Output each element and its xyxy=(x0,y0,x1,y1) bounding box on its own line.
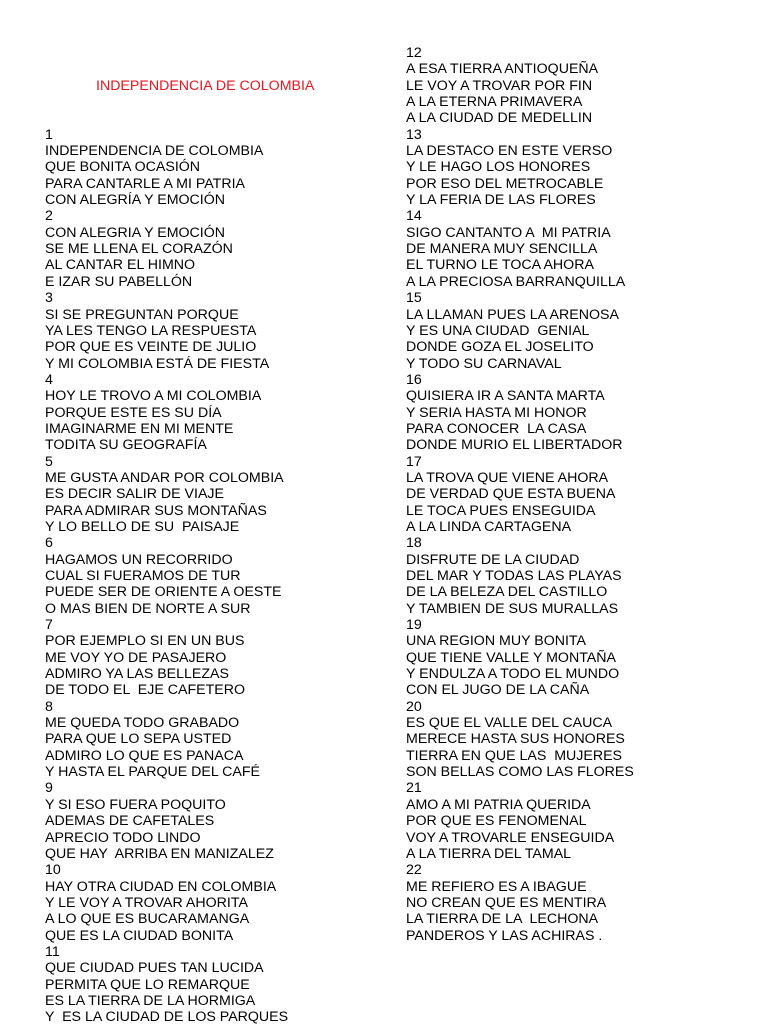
verse-line: A LA LINDA CARTAGENA xyxy=(406,518,572,535)
verse-line: PARA QUE LO SEPA USTED xyxy=(45,731,232,748)
verse-line: A ESA TIERRA ANTIOQUEÑA xyxy=(406,61,599,78)
verse-line: A LA PRECIOSA BARRANQUILLA xyxy=(406,273,626,290)
verse-number: 3 xyxy=(45,290,53,307)
verse-line: HAY OTRA CIUDAD EN COLOMBIA xyxy=(45,878,277,895)
verse-line: QUE BONITA OCASIÓN xyxy=(45,159,201,176)
verse-line: ADMIRO YA LAS BELLEZAS xyxy=(45,666,229,683)
verse-line: ME VOY YO DE PASAJERO xyxy=(45,649,227,666)
verse-line: Y ES LA CIUDAD DE LOS PARQUES xyxy=(45,1009,289,1026)
verse-number: 13 xyxy=(406,126,422,143)
verse-line: VOY A TROVARLE ENSEGUIDA xyxy=(406,829,615,846)
verse-line: E IZAR SU PABELLÓN xyxy=(45,273,193,290)
verse-line: NO CREAN QUE ES MENTIRA xyxy=(406,894,607,911)
verse-line: A LA TIERRA DEL TAMAL xyxy=(406,845,572,862)
verse-line: O MAS BIEN DE NORTE A SUR xyxy=(45,600,251,617)
verse-number: 8 xyxy=(45,698,53,715)
verse-line: Y SI ESO FUERA POQUITO xyxy=(45,796,226,813)
verse-number: 2 xyxy=(45,208,53,225)
verse-line: LE TOCA PUES ENSEGUIDA xyxy=(406,502,596,519)
verse-line: ES DECIR SALIR DE VIAJE xyxy=(45,486,224,503)
verse-line: Y TODO SU CARNAVAL xyxy=(406,355,562,372)
verse-line: DE VERDAD QUE ESTA BUENA xyxy=(406,486,616,503)
right-column xyxy=(406,45,746,944)
verse-line: INDEPENDENCIA DE COLOMBIA xyxy=(45,143,264,160)
verse-line: HAGAMOS UN RECORRIDO xyxy=(45,551,233,568)
verse-line: PARA ADMIRAR SUS MONTAÑAS xyxy=(45,502,267,519)
verse-line: ES LA TIERRA DE LA HORMIGA xyxy=(45,992,256,1009)
verse-number: 7 xyxy=(45,617,53,634)
verse-line: UNA REGION MUY BONITA xyxy=(406,633,586,650)
verse-line: QUE TIENE VALLE Y MONTAÑA xyxy=(406,649,616,666)
verse-line: LA TIERRA DE LA LECHONA xyxy=(406,911,599,928)
verse-line: HOY LE TROVO A MI COLOMBIA xyxy=(45,388,262,405)
verse-number: 4 xyxy=(45,371,53,388)
verse-line: AL CANTAR EL HIMNO xyxy=(45,257,196,274)
verse-number: 16 xyxy=(406,371,422,388)
verse-line: QUE HAY ARRIBA EN MANIZALEZ xyxy=(45,845,274,862)
verse-line: ME QUEDA TODO GRABADO xyxy=(45,715,240,732)
verse-number: 12 xyxy=(406,45,422,61)
verse-line: IMAGINARME EN MI MENTE xyxy=(45,420,234,437)
verse-line: PERMITA QUE LO REMARQUE xyxy=(45,976,250,993)
verse-line: Y MI COLOMBIA ESTÁ DE FIESTA xyxy=(45,355,270,372)
verse-line: DONDE MURIO EL LIBERTADOR xyxy=(406,437,623,454)
verse-line: TODITA SU GEOGRAFÍA xyxy=(45,437,207,454)
verse-line: POR QUE ES FENOMENAL xyxy=(406,813,587,830)
verse-line: LE VOY A TROVAR POR FIN xyxy=(406,77,593,94)
verse-number: 22 xyxy=(406,862,422,879)
verse-line: EL TURNO LE TOCA AHORA xyxy=(406,257,594,274)
verse-number: 14 xyxy=(406,208,422,225)
verse-line: CON EL JUGO DE LA CAÑA xyxy=(406,682,590,699)
verse-line: Y SERIA HASTA MI HONOR xyxy=(406,404,587,421)
verse-line: YA LES TENGO LA RESPUESTA xyxy=(45,322,257,339)
verse-line: A LO QUE ES BUCARAMANGA xyxy=(45,911,250,928)
verse-line: A LA ETERNA PRIMAVERA xyxy=(406,94,583,111)
verse-line: LA DESTACO EN ESTE VERSO xyxy=(406,143,613,160)
verse-line: Y LA FERIA DE LAS FLORES xyxy=(406,192,596,209)
verse-line: APRECIO TODO LINDO xyxy=(45,829,201,846)
verse-line: Y ES UNA CIUDAD GENIAL xyxy=(406,322,590,339)
verse-line: Y LE HAGO LOS HONORES xyxy=(406,159,591,176)
verse-line: Y ENDULZA A TODO EL MUNDO xyxy=(406,666,620,683)
verse-number: 11 xyxy=(45,943,60,960)
verse-line: SON BELLAS COMO LAS FLORES xyxy=(406,764,634,781)
verse-line: DE TODO EL EJE CAFETERO xyxy=(45,682,245,699)
verse-line: MERECE HASTA SUS HONORES xyxy=(406,731,625,748)
verse-number: 10 xyxy=(45,862,61,879)
verse-line: ME REFIERO ES A IBAGUE xyxy=(406,878,587,895)
verse-number: 19 xyxy=(406,617,422,634)
verse-line: Y TAMBIEN DE SUS MURALLAS xyxy=(406,600,619,617)
verse-line: PARA CONOCER LA CASA xyxy=(406,420,587,437)
verse-line: DE MANERA MUY SENCILLA xyxy=(406,241,598,258)
verse-line: POR ESO DEL METROCABLE xyxy=(406,175,604,192)
verse-line: QUISIERA IR A SANTA MARTA xyxy=(406,388,605,405)
verse-line: A LA CIUDAD DE MEDELLIN xyxy=(406,110,593,127)
verse-line: DISFRUTE DE LA CIUDAD xyxy=(406,551,580,568)
verse-line: AMO A MI PATRIA QUERIDA xyxy=(406,796,591,813)
verse-line: ADMIRO LO QUE ES PANACA xyxy=(45,747,244,764)
verse-number: 18 xyxy=(406,535,422,552)
verse-number: 9 xyxy=(45,780,53,797)
verse-line: Y LE VOY A TROVAR AHORITA xyxy=(45,894,248,911)
verse-line: SE ME LLENA EL CORAZÓN xyxy=(45,241,233,258)
verse-line: PARA CANTARLE A MI PATRIA xyxy=(45,175,245,192)
verse-line: ES QUE EL VALLE DEL CAUCA xyxy=(406,715,613,732)
verse-line: SI SE PREGUNTAN PORQUE xyxy=(45,306,239,323)
verse-line: LA LLAMAN PUES LA ARENOSA xyxy=(406,306,619,323)
verse-number: 20 xyxy=(406,698,422,715)
verse-line: Y LO BELLO DE SU PAISAJE xyxy=(45,518,240,535)
verse-line: ADEMAS DE CAFETALES xyxy=(45,813,215,830)
verse-line: PANDEROS Y LAS ACHIRAS . xyxy=(406,927,603,944)
verse-line: CUAL SI FUERAMOS DE TUR xyxy=(45,568,241,584)
verse-line: CON ALEGRÍA Y EMOCIÓN xyxy=(45,192,226,209)
verse-number: 15 xyxy=(406,290,422,307)
verse-line: SIGO CANTANTO A MI PATRIA xyxy=(406,224,611,241)
verse-line: QUE ES LA CIUDAD BONITA xyxy=(45,927,234,944)
verse-line: LA TROVA QUE VIENE AHORA xyxy=(406,469,609,486)
verse-line: TIERRA EN QUE LAS MUJERES xyxy=(406,747,623,764)
verse-line: DEL MAR Y TODAS LAS PLAYAS xyxy=(406,568,622,584)
verse-number: 21 xyxy=(406,780,422,797)
verse-line: QUE CIUDAD PUES TAN LUCIDA xyxy=(45,960,264,977)
verse-line: DONDE GOZA EL JOSELITO xyxy=(406,339,594,356)
left-column xyxy=(45,45,385,1026)
verse-line: PUEDE SER DE ORIENTE A OESTE xyxy=(45,584,282,601)
verse-number: 17 xyxy=(406,453,422,470)
document-title: INDEPENDENCIA DE COLOMBIA xyxy=(96,77,315,94)
verse-line: DE LA BELEZA DEL CASTILLO xyxy=(406,584,608,601)
verse-number: 1 xyxy=(45,126,53,143)
verse-line: POR QUE ES VEINTE DE JULIO xyxy=(45,339,257,356)
verse-number: 5 xyxy=(45,453,53,470)
verse-line: POR EJEMPLO SI EN UN BUS xyxy=(45,633,245,650)
verse-line: PORQUE ESTE ES SU DÍA xyxy=(45,404,222,421)
verse-line: ME GUSTA ANDAR POR COLOMBIA xyxy=(45,469,284,486)
verse-line: CON ALEGRIA Y EMOCIÓN xyxy=(45,224,226,241)
verse-number: 6 xyxy=(45,535,53,552)
verse-line: Y HASTA EL PARQUE DEL CAFÉ xyxy=(45,764,260,781)
